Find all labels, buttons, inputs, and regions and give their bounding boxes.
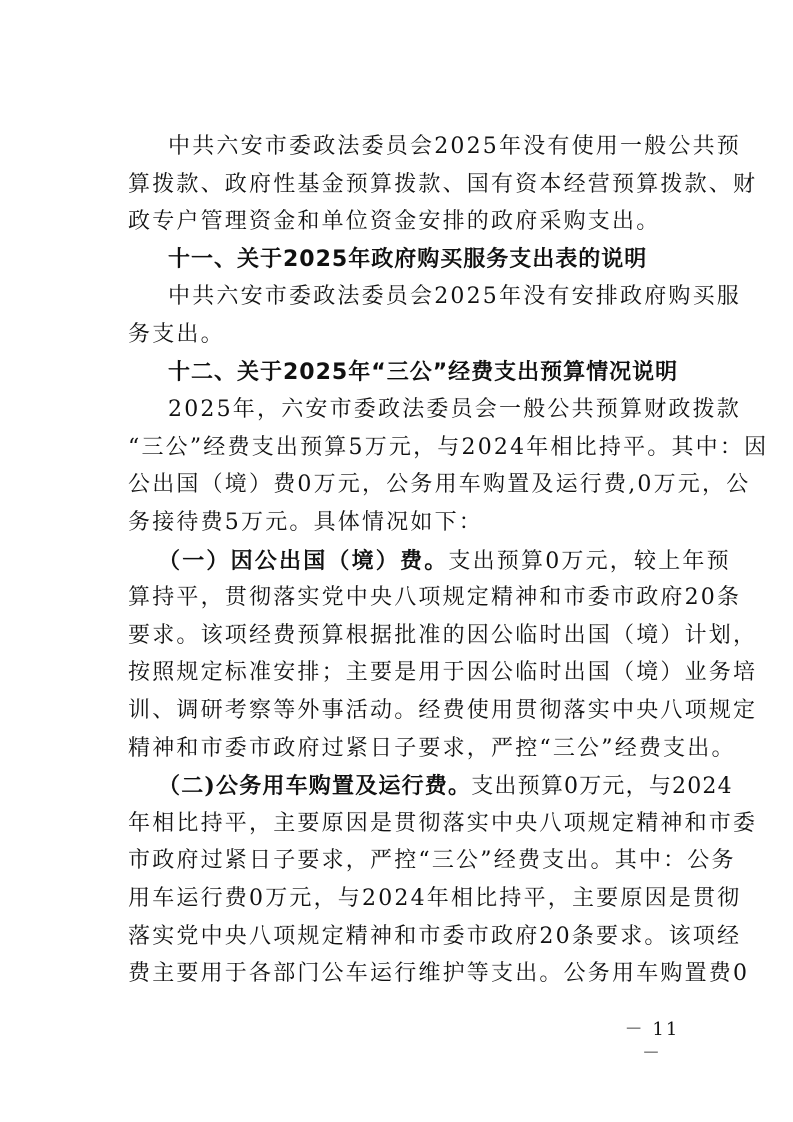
section-abroad-line-3: 要求。该项经费预算根据批准的因公临时出国（境）计划，	[128, 623, 758, 648]
section-vehicles-line-6: 费主要用于各部门公车运行维护等支出。公务用车购置费0	[128, 961, 750, 986]
paragraph-services-line-2: 务支出。	[128, 322, 225, 347]
section-abroad-line-1	[158, 544, 731, 578]
section-vehicles-line-4: 用车运行费0万元，与2024年相比持平，主要原因是贯彻	[128, 886, 742, 911]
paragraph-sangong-line-3: 公出国（境）费0万元，公务用车购置及运行费,0万元，公	[128, 472, 751, 497]
section-vehicles-title: （二)公务用车购置及运行费。	[158, 773, 472, 799]
section-abroad-line-4: 按照规定标准安排；主要是用于因公临时出国（境）业务培	[128, 660, 758, 685]
paragraph-procurement-line-3: 政专户管理资金和单位资金安排的政府采购支出。	[128, 209, 661, 234]
paragraph-services-line-1: 中共六安市委政法委员会2025年没有安排政府购买服	[168, 284, 741, 309]
section-abroad-line-5: 训、调研考察等外事活动。经费使用贯彻落实中央八项规定	[128, 698, 758, 723]
section-abroad-line-2: 算持平，贯彻落实党中央八项规定精神和市委市政府20条	[128, 585, 742, 610]
paragraph-procurement-line-1: 中共六安市委政法委员会2025年没有使用一般公共预	[168, 134, 741, 159]
paragraph-procurement-line-2: 算拨款、政府性基金预算拨款、国有资本经营预算拨款、财	[128, 172, 758, 197]
section-vehicles-line-1	[158, 769, 733, 803]
section-heading-12: 十二、关于2025年“三公”经费支出预算情况说明	[168, 360, 679, 385]
section-abroad-title: （一）因公出国（境）费。	[158, 548, 449, 574]
paragraph-sangong-line-4: 务接待费5万元。具体情况如下：	[128, 510, 483, 535]
page-number: － 11 －	[624, 1019, 680, 1064]
section-vehicles-line-5: 落实党中央八项规定精神和市委市政府20条要求。该项经	[128, 924, 742, 949]
section-vehicles-line-3: 市政府过紧日子要求，严控“三公”经费支出。其中：公务	[128, 848, 736, 873]
section-abroad-line-1-text: 支出预算0万元，较上年预	[448, 549, 731, 574]
section-abroad-line-6: 精神和市委市政府过紧日子要求，严控“三公”经费支出。	[128, 736, 736, 761]
paragraph-sangong-line-2: “三公”经费支出预算5万元，与2024年相比持平。其中：因	[128, 435, 769, 460]
paragraph-sangong-line-1: 2025年，六安市委政法委员会一般公共预算财政拨款	[168, 397, 741, 422]
section-vehicles-line-2: 年相比持平，主要原因是贯彻落实中央八项规定精神和市委	[128, 811, 758, 836]
section-heading-11: 十一、关于2025年政府购买服务支出表的说明	[168, 247, 648, 272]
section-vehicles-line-1-text: 支出预算0万元，与2024	[471, 774, 733, 799]
